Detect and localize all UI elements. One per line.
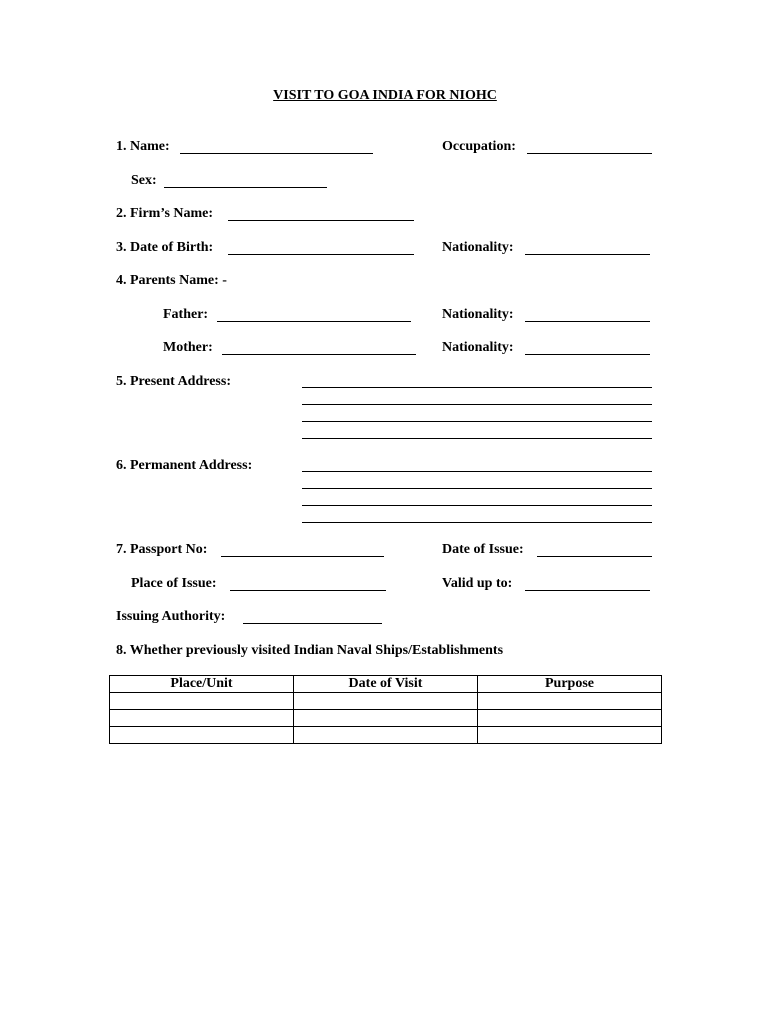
place-of-issue-field[interactable] xyxy=(230,590,386,591)
present-address-line[interactable] xyxy=(302,438,652,439)
table-header-row xyxy=(110,676,662,693)
table-cell-place-unit[interactable] xyxy=(110,710,294,727)
table-cell-purpose[interactable] xyxy=(478,710,662,727)
place-of-issue-label: Place of Issue: xyxy=(131,576,217,591)
passport-no-label: 7. Passport No: xyxy=(116,542,208,557)
permanent-address-line[interactable] xyxy=(302,505,652,506)
father-label: Father: xyxy=(163,307,209,322)
present-address-label: 5. Present Address: xyxy=(116,374,231,389)
present-address-line[interactable] xyxy=(302,421,652,422)
firm-name-label: 2. Firm’s Name: xyxy=(116,206,214,221)
father-nationality-field[interactable] xyxy=(525,321,650,322)
table-cell-purpose[interactable] xyxy=(478,727,662,744)
name-field[interactable] xyxy=(180,153,373,154)
table-row xyxy=(110,693,662,710)
occupation-label: Occupation: xyxy=(442,139,516,154)
permanent-address-label: 6. Permanent Address: xyxy=(116,458,253,473)
table-cell-date-of-visit[interactable] xyxy=(294,710,478,727)
nationality-label: Nationality: xyxy=(442,240,514,255)
table-cell-date-of-visit[interactable] xyxy=(294,727,478,744)
father-field[interactable] xyxy=(217,321,411,322)
previous-visits-table xyxy=(109,675,662,744)
form-title: VISIT TO GOA INDIA FOR NIOHC xyxy=(273,88,497,103)
header-purpose: Purpose xyxy=(478,676,662,693)
dob-field[interactable] xyxy=(228,254,414,255)
sex-field[interactable] xyxy=(164,187,327,188)
present-address-line[interactable] xyxy=(302,387,652,388)
sex-label: Sex: xyxy=(131,173,157,188)
permanent-address-line[interactable] xyxy=(302,522,652,523)
header-place-unit: Place/Unit xyxy=(110,676,294,693)
previous-visits-label: 8. Whether previously visited Indian Naval Ships/Establishments xyxy=(116,643,504,658)
table-row xyxy=(110,710,662,727)
present-address-line[interactable] xyxy=(302,404,652,405)
issuing-authority-field[interactable] xyxy=(243,623,382,624)
mother-field[interactable] xyxy=(222,354,416,355)
header-date-of-visit: Date of Visit xyxy=(294,676,478,693)
permanent-address-line[interactable] xyxy=(302,488,652,489)
mother-label: Mother: xyxy=(163,340,213,355)
mother-nationality-label: Nationality: xyxy=(442,340,514,355)
table-cell-place-unit[interactable] xyxy=(110,693,294,710)
occupation-field[interactable] xyxy=(527,153,652,154)
date-of-issue-label: Date of Issue: xyxy=(442,542,524,557)
firm-name-field[interactable] xyxy=(228,220,414,221)
table-row xyxy=(110,727,662,744)
nationality-field[interactable] xyxy=(525,254,650,255)
date-of-issue-field[interactable] xyxy=(537,556,652,557)
issuing-authority-label: Issuing Authority: xyxy=(116,609,226,624)
passport-no-field[interactable] xyxy=(221,556,384,557)
parents-label: 4. Parents Name: - xyxy=(116,273,227,288)
valid-up-to-label: Valid up to: xyxy=(442,576,513,591)
name-label: 1. Name: xyxy=(116,139,170,154)
mother-nationality-field[interactable] xyxy=(525,354,650,355)
table-cell-purpose[interactable] xyxy=(478,693,662,710)
permanent-address-line[interactable] xyxy=(302,471,652,472)
dob-label: 3. Date of Birth: xyxy=(116,240,214,255)
table-cell-date-of-visit[interactable] xyxy=(294,693,478,710)
table-cell-place-unit[interactable] xyxy=(110,727,294,744)
valid-up-to-field[interactable] xyxy=(525,590,650,591)
father-nationality-label: Nationality: xyxy=(442,307,514,322)
